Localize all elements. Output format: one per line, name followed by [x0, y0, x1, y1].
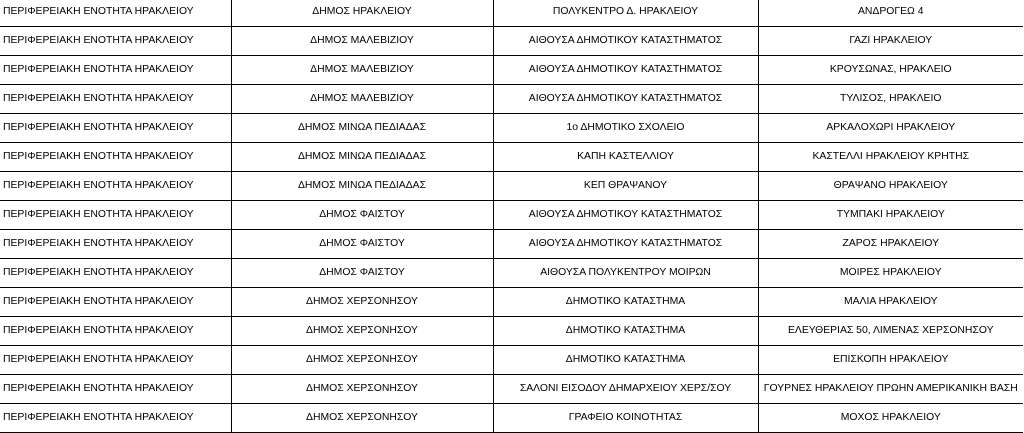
address-cell: ΓΑΖΙ ΗΡΑΚΛΕΙΟΥ [758, 27, 1023, 56]
municipality-cell: ΔΗΜΟΣ ΧΕΡΣΟΝΗΣΟΥ [231, 375, 493, 404]
municipality-cell: ΔΗΜΟΣ ΦΑΙΣΤΟΥ [231, 259, 493, 288]
municipality-cell: ΔΗΜΟΣ ΗΡΑΚΛΕΙΟΥ [231, 0, 493, 27]
venue-cell: ΑΙΘΟΥΣΑ ΔΗΜΟΤΙΚΟΥ ΚΑΤΑΣΤΗΜΑΤΟΣ [493, 201, 758, 230]
region-cell: ΠΕΡΙΦΕΡΕΙΑΚΗ ΕΝΟΤΗΤΑ ΗΡΑΚΛΕΙΟΥ [0, 85, 231, 114]
municipality-cell: ΔΗΜΟΣ ΦΑΙΣΤΟΥ [231, 201, 493, 230]
address-cell: ΑΝΔΡΟΓΕΩ 4 [758, 0, 1023, 27]
table-row [0, 259, 1023, 288]
municipality-cell: ΔΗΜΟΣ ΜΑΛΕΒΙΖΙΟΥ [231, 85, 493, 114]
municipality-cell: ΔΗΜΟΣ ΜΑΛΕΒΙΖΙΟΥ [231, 27, 493, 56]
table-row [0, 85, 1023, 114]
address-cell: ΜΑΛΙΑ ΗΡΑΚΛΕΙΟΥ [758, 288, 1023, 317]
address-cell: ΑΡΚΑΛΟΧΩΡΙ ΗΡΑΚΛΕΙΟΥ [758, 114, 1023, 143]
address-cell: ΓΟΥΡΝΕΣ ΗΡΑΚΛΕΙΟΥ ΠΡΩΗΝ ΑΜΕΡΙΚΑΝΙΚΗ ΒΑΣΗ [758, 375, 1023, 404]
address-cell: ΜΟΙΡΕΣ ΗΡΑΚΛΕΙΟΥ [758, 259, 1023, 288]
venue-cell: ΔΗΜΟΤΙΚΟ ΚΑΤΑΣΤΗΜΑ [493, 288, 758, 317]
address-cell: ΜΟΧΟΣ ΗΡΑΚΛΕΙΟΥ [758, 404, 1023, 433]
address-cell: ΚΑΣΤΕΛΛΙ ΗΡΑΚΛΕΙΟΥ ΚΡΗΤΗΣ [758, 143, 1023, 172]
region-cell: ΠΕΡΙΦΕΡΕΙΑΚΗ ΕΝΟΤΗΤΑ ΗΡΑΚΛΕΙΟΥ [0, 259, 231, 288]
region-cell: ΠΕΡΙΦΕΡΕΙΑΚΗ ΕΝΟΤΗΤΑ ΗΡΑΚΛΕΙΟΥ [0, 56, 231, 85]
table-row [0, 346, 1023, 375]
address-cell: ΕΛΕΥΘΕΡΙΑΣ 50, ΛΙΜΕΝΑΣ ΧΕΡΣΟΝΗΣΟΥ [758, 317, 1023, 346]
municipality-cell: ΔΗΜΟΣ ΜΙΝΩΑ ΠΕΔΙΑΔΑΣ [231, 114, 493, 143]
venue-cell: ΣΑΛΟΝΙ ΕΙΣΟΔΟΥ ΔΗΜΑΡΧΕΙΟΥ ΧΕΡΣ/ΣΟΥ [493, 375, 758, 404]
venue-cell: ΓΡΑΦΕΙΟ ΚΟΙΝΟΤΗΤΑΣ [493, 404, 758, 433]
municipality-cell: ΔΗΜΟΣ ΧΕΡΣΟΝΗΣΟΥ [231, 288, 493, 317]
table-row [0, 201, 1023, 230]
table-row [0, 143, 1023, 172]
address-cell: ΘΡΑΨΑΝΟ ΗΡΑΚΛΕΙΟΥ [758, 172, 1023, 201]
region-cell: ΠΕΡΙΦΕΡΕΙΑΚΗ ΕΝΟΤΗΤΑ ΗΡΑΚΛΕΙΟΥ [0, 143, 231, 172]
region-cell: ΠΕΡΙΦΕΡΕΙΑΚΗ ΕΝΟΤΗΤΑ ΗΡΑΚΛΕΙΟΥ [0, 172, 231, 201]
municipality-cell: ΔΗΜΟΣ ΦΑΙΣΤΟΥ [231, 230, 493, 259]
region-cell: ΠΕΡΙΦΕΡΕΙΑΚΗ ΕΝΟΤΗΤΑ ΗΡΑΚΛΕΙΟΥ [0, 114, 231, 143]
region-cell: ΠΕΡΙΦΕΡΕΙΑΚΗ ΕΝΟΤΗΤΑ ΗΡΑΚΛΕΙΟΥ [0, 288, 231, 317]
venue-cell: ΔΗΜΟΤΙΚΟ ΚΑΤΑΣΤΗΜΑ [493, 346, 758, 375]
venue-cell: ΠΟΛΥΚΕΝΤΡΟ Δ. ΗΡΑΚΛΕΙΟΥ [493, 0, 758, 27]
municipality-cell: ΔΗΜΟΣ ΧΕΡΣΟΝΗΣΟΥ [231, 346, 493, 375]
table-row [0, 375, 1023, 404]
address-cell: ΤΥΛΙΣΟΣ, ΗΡΑΚΛΕΙΟ [758, 85, 1023, 114]
table-row [0, 288, 1023, 317]
venue-cell: ΔΗΜΟΤΙΚΟ ΚΑΤΑΣΤΗΜΑ [493, 317, 758, 346]
address-cell: ΚΡΟΥΣΩΝΑΣ, ΗΡΑΚΛΕΙΟ [758, 56, 1023, 85]
venue-cell: ΚΕΠ ΘΡΑΨΑΝΟΥ [493, 172, 758, 201]
region-cell: ΠΕΡΙΦΕΡΕΙΑΚΗ ΕΝΟΤΗΤΑ ΗΡΑΚΛΕΙΟΥ [0, 346, 231, 375]
municipality-cell: ΔΗΜΟΣ ΜΙΝΩΑ ΠΕΔΙΑΔΑΣ [231, 172, 493, 201]
region-cell: ΠΕΡΙΦΕΡΕΙΑΚΗ ΕΝΟΤΗΤΑ ΗΡΑΚΛΕΙΟΥ [0, 375, 231, 404]
table-row [0, 56, 1023, 85]
region-cell: ΠΕΡΙΦΕΡΕΙΑΚΗ ΕΝΟΤΗΤΑ ΗΡΑΚΛΕΙΟΥ [0, 0, 231, 27]
municipality-cell: ΔΗΜΟΣ ΧΕΡΣΟΝΗΣΟΥ [231, 404, 493, 433]
municipality-cell: ΔΗΜΟΣ ΧΕΡΣΟΝΗΣΟΥ [231, 317, 493, 346]
venue-cell: ΑΙΘΟΥΣΑ ΔΗΜΟΤΙΚΟΥ ΚΑΤΑΣΤΗΜΑΤΟΣ [493, 230, 758, 259]
region-cell: ΠΕΡΙΦΕΡΕΙΑΚΗ ΕΝΟΤΗΤΑ ΗΡΑΚΛΕΙΟΥ [0, 27, 231, 56]
venue-cell: ΑΙΘΟΥΣΑ ΔΗΜΟΤΙΚΟΥ ΚΑΤΑΣΤΗΜΑΤΟΣ [493, 27, 758, 56]
table-row [0, 172, 1023, 201]
region-cell: ΠΕΡΙΦΕΡΕΙΑΚΗ ΕΝΟΤΗΤΑ ΗΡΑΚΛΕΙΟΥ [0, 230, 231, 259]
venue-cell: ΑΙΘΟΥΣΑ ΔΗΜΟΤΙΚΟΥ ΚΑΤΑΣΤΗΜΑΤΟΣ [493, 56, 758, 85]
table-row [0, 317, 1023, 346]
table-row [0, 404, 1023, 433]
venue-cell: ΚΑΠΗ ΚΑΣΤΕΛΛΙΟΥ [493, 143, 758, 172]
region-cell: ΠΕΡΙΦΕΡΕΙΑΚΗ ΕΝΟΤΗΤΑ ΗΡΑΚΛΕΙΟΥ [0, 201, 231, 230]
address-cell: ΤΥΜΠΑΚΙ ΗΡΑΚΛΕΙΟΥ [758, 201, 1023, 230]
table-row [0, 230, 1023, 259]
table-row [0, 114, 1023, 143]
address-cell: ΖΑΡΟΣ ΗΡΑΚΛΕΙΟΥ [758, 230, 1023, 259]
municipality-cell: ΔΗΜΟΣ ΜΙΝΩΑ ΠΕΔΙΑΔΑΣ [231, 143, 493, 172]
municipality-cell: ΔΗΜΟΣ ΜΑΛΕΒΙΖΙΟΥ [231, 56, 493, 85]
table-row [0, 27, 1023, 56]
venue-cell: 1ο ΔΗΜΟΤΙΚΟ ΣΧΟΛΕΙΟ [493, 114, 758, 143]
venue-cell: ΑΙΘΟΥΣΑ ΔΗΜΟΤΙΚΟΥ ΚΑΤΑΣΤΗΜΑΤΟΣ [493, 85, 758, 114]
address-cell: ΕΠΙΣΚΟΠΗ ΗΡΑΚΛΕΙΟΥ [758, 346, 1023, 375]
region-cell: ΠΕΡΙΦΕΡΕΙΑΚΗ ΕΝΟΤΗΤΑ ΗΡΑΚΛΕΙΟΥ [0, 404, 231, 433]
venue-cell: ΑΙΘΟΥΣΑ ΠΟΛΥΚΕΝΤΡΟΥ ΜΟΙΡΩΝ [493, 259, 758, 288]
region-cell: ΠΕΡΙΦΕΡΕΙΑΚΗ ΕΝΟΤΗΤΑ ΗΡΑΚΛΕΙΟΥ [0, 317, 231, 346]
table-row [0, 0, 1023, 27]
